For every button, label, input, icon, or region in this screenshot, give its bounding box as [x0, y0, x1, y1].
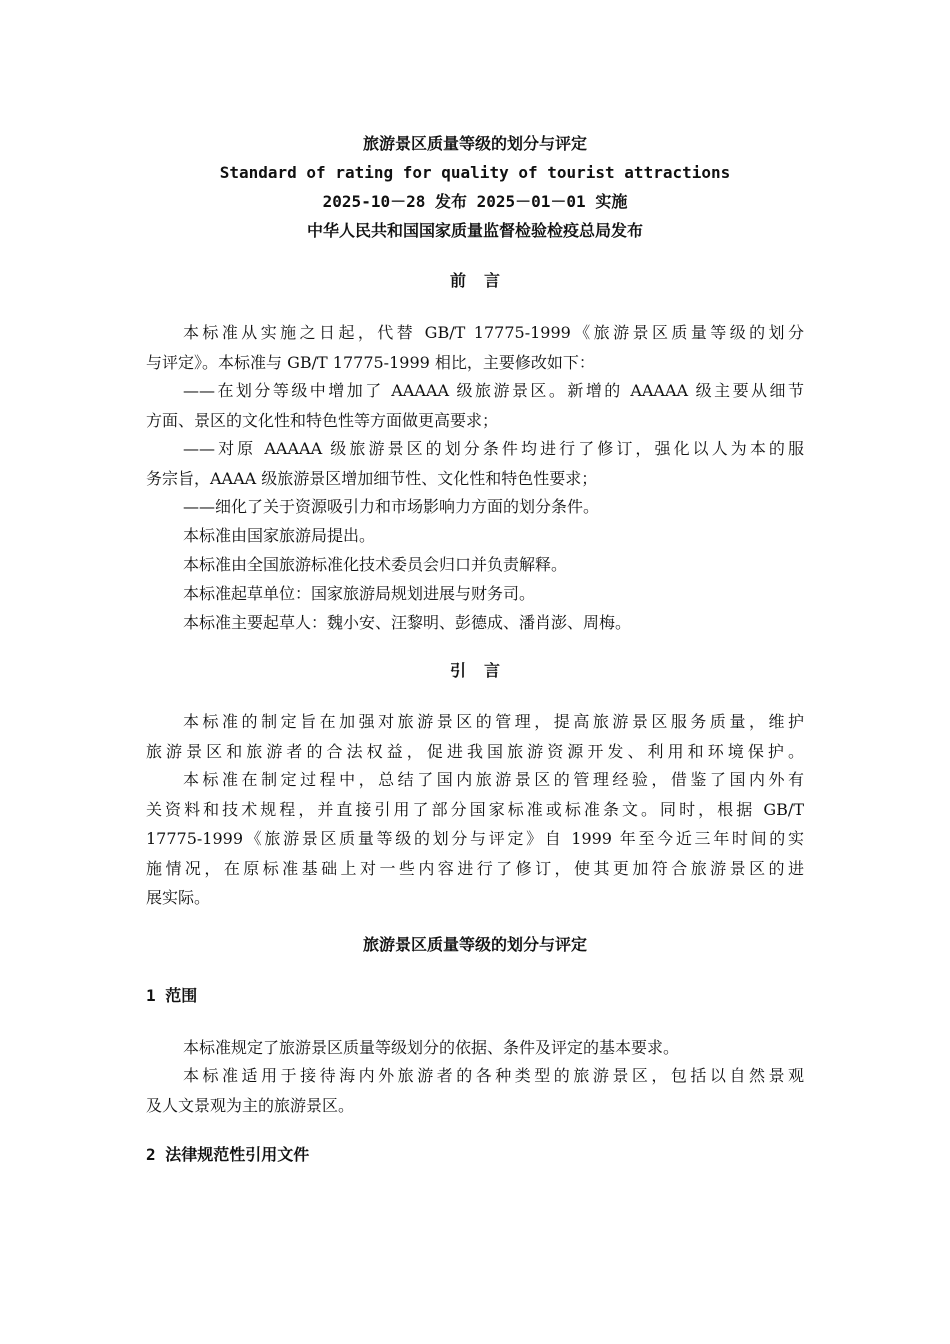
text-line: 展实际。 [146, 888, 211, 908]
text-line: 本标准在制定过程中，总结了国内旅游景区的管理经验，借鉴了国内外有 [183, 770, 804, 789]
document-title-en: Standard of rating for quality of tourist attractions [219, 163, 731, 182]
foreword-line-6: 本标准由全国旅游标准化技术委员会归口并负责解释。 [183, 555, 568, 574]
foreword-line-4: ——细化了关于资源吸引力和市场影响力方面的划分条件。 [183, 497, 600, 516]
introduction-paragraph-1 [146, 707, 804, 766]
text-line: ——对原 AAAAA 级旅游景区的划分条件均进行了修订，强化以人为本的服 [183, 439, 804, 458]
text-line: 旅游景区和旅游者的合法权益，促进我国旅游资源开发、利用和环境保护。 [146, 741, 804, 761]
section-1-line-1: 本标准规定了旅游景区质量等级划分的依据、条件及评定的基本要求。 [183, 1038, 680, 1057]
text-line: 关资料和技术规程，并直接引用了部分国家标准或标准条文。同时，根据 GB/T [146, 799, 804, 819]
foreword-paragraph-1 [146, 318, 804, 377]
text-line: 及人文景观为主的旅游景区。 [146, 1095, 355, 1115]
foreword-paragraph-2 [146, 376, 804, 435]
body-title: 旅游景区质量等级的划分与评定 [362, 935, 587, 954]
introduction-paragraph-2 [146, 765, 804, 913]
text-line: 方面、景区的文化性和特色性等方面做更高要求； [146, 410, 499, 430]
foreword-line-8: 本标准主要起草人：魏小安、汪黎明、彭德成、潘肖澎、周梅。 [183, 613, 632, 632]
document-issuer: 中华人民共和国国家质量监督检验检疫总局发布 [306, 221, 643, 240]
text-line: 本标准从实施之日起，代替 GB/T 17775-1999《旅游景区质量等级的划分 [183, 323, 804, 342]
text-line: 17775-1999《旅游景区质量等级的划分与评定》自 1999 年至今近三年时间的实 [146, 829, 804, 849]
introduction-heading: 引言 [449, 661, 518, 680]
text-line: 施情况，在原标准基础上对一些内容进行了修订，使其更加符合旅游景区的进 [146, 858, 804, 878]
foreword-line-5: 本标准由国家旅游局提出。 [183, 526, 376, 545]
text-line: ——在划分等级中增加了 AAAAA 级旅游景区。新增的 AAAAA 级主要从细节 [183, 381, 804, 400]
document-dates: 2025-10－28 发布 2025－01－01 实施 [322, 192, 628, 211]
foreword-heading: 前言 [449, 271, 518, 290]
text-line: 本标准适用于接待海内外旅游者的各种类型的旅游景区，包括以自然景观 [183, 1066, 804, 1085]
text-line: 与评定》。本标准与 GB/T 17775-1999 相比，主要修改如下： [146, 352, 595, 372]
document-title-cn: 旅游景区质量等级的划分与评定 [362, 134, 587, 153]
text-line: 本标准的制定旨在加强对旅游景区的管理，提高旅游景区服务质量，维护 [183, 712, 804, 731]
section-1-heading: 1 范围 [146, 986, 198, 1005]
foreword-paragraph-3 [146, 434, 804, 493]
text-line: 务宗旨，AAAA 级旅游景区增加细节性、文化性和特色性要求； [146, 468, 598, 488]
section-1-paragraph [146, 1061, 804, 1120]
section-2-heading: 2 法律规范性引用文件 [146, 1145, 310, 1164]
foreword-line-7: 本标准起草单位：国家旅游局规划进展与财务司。 [183, 584, 536, 603]
